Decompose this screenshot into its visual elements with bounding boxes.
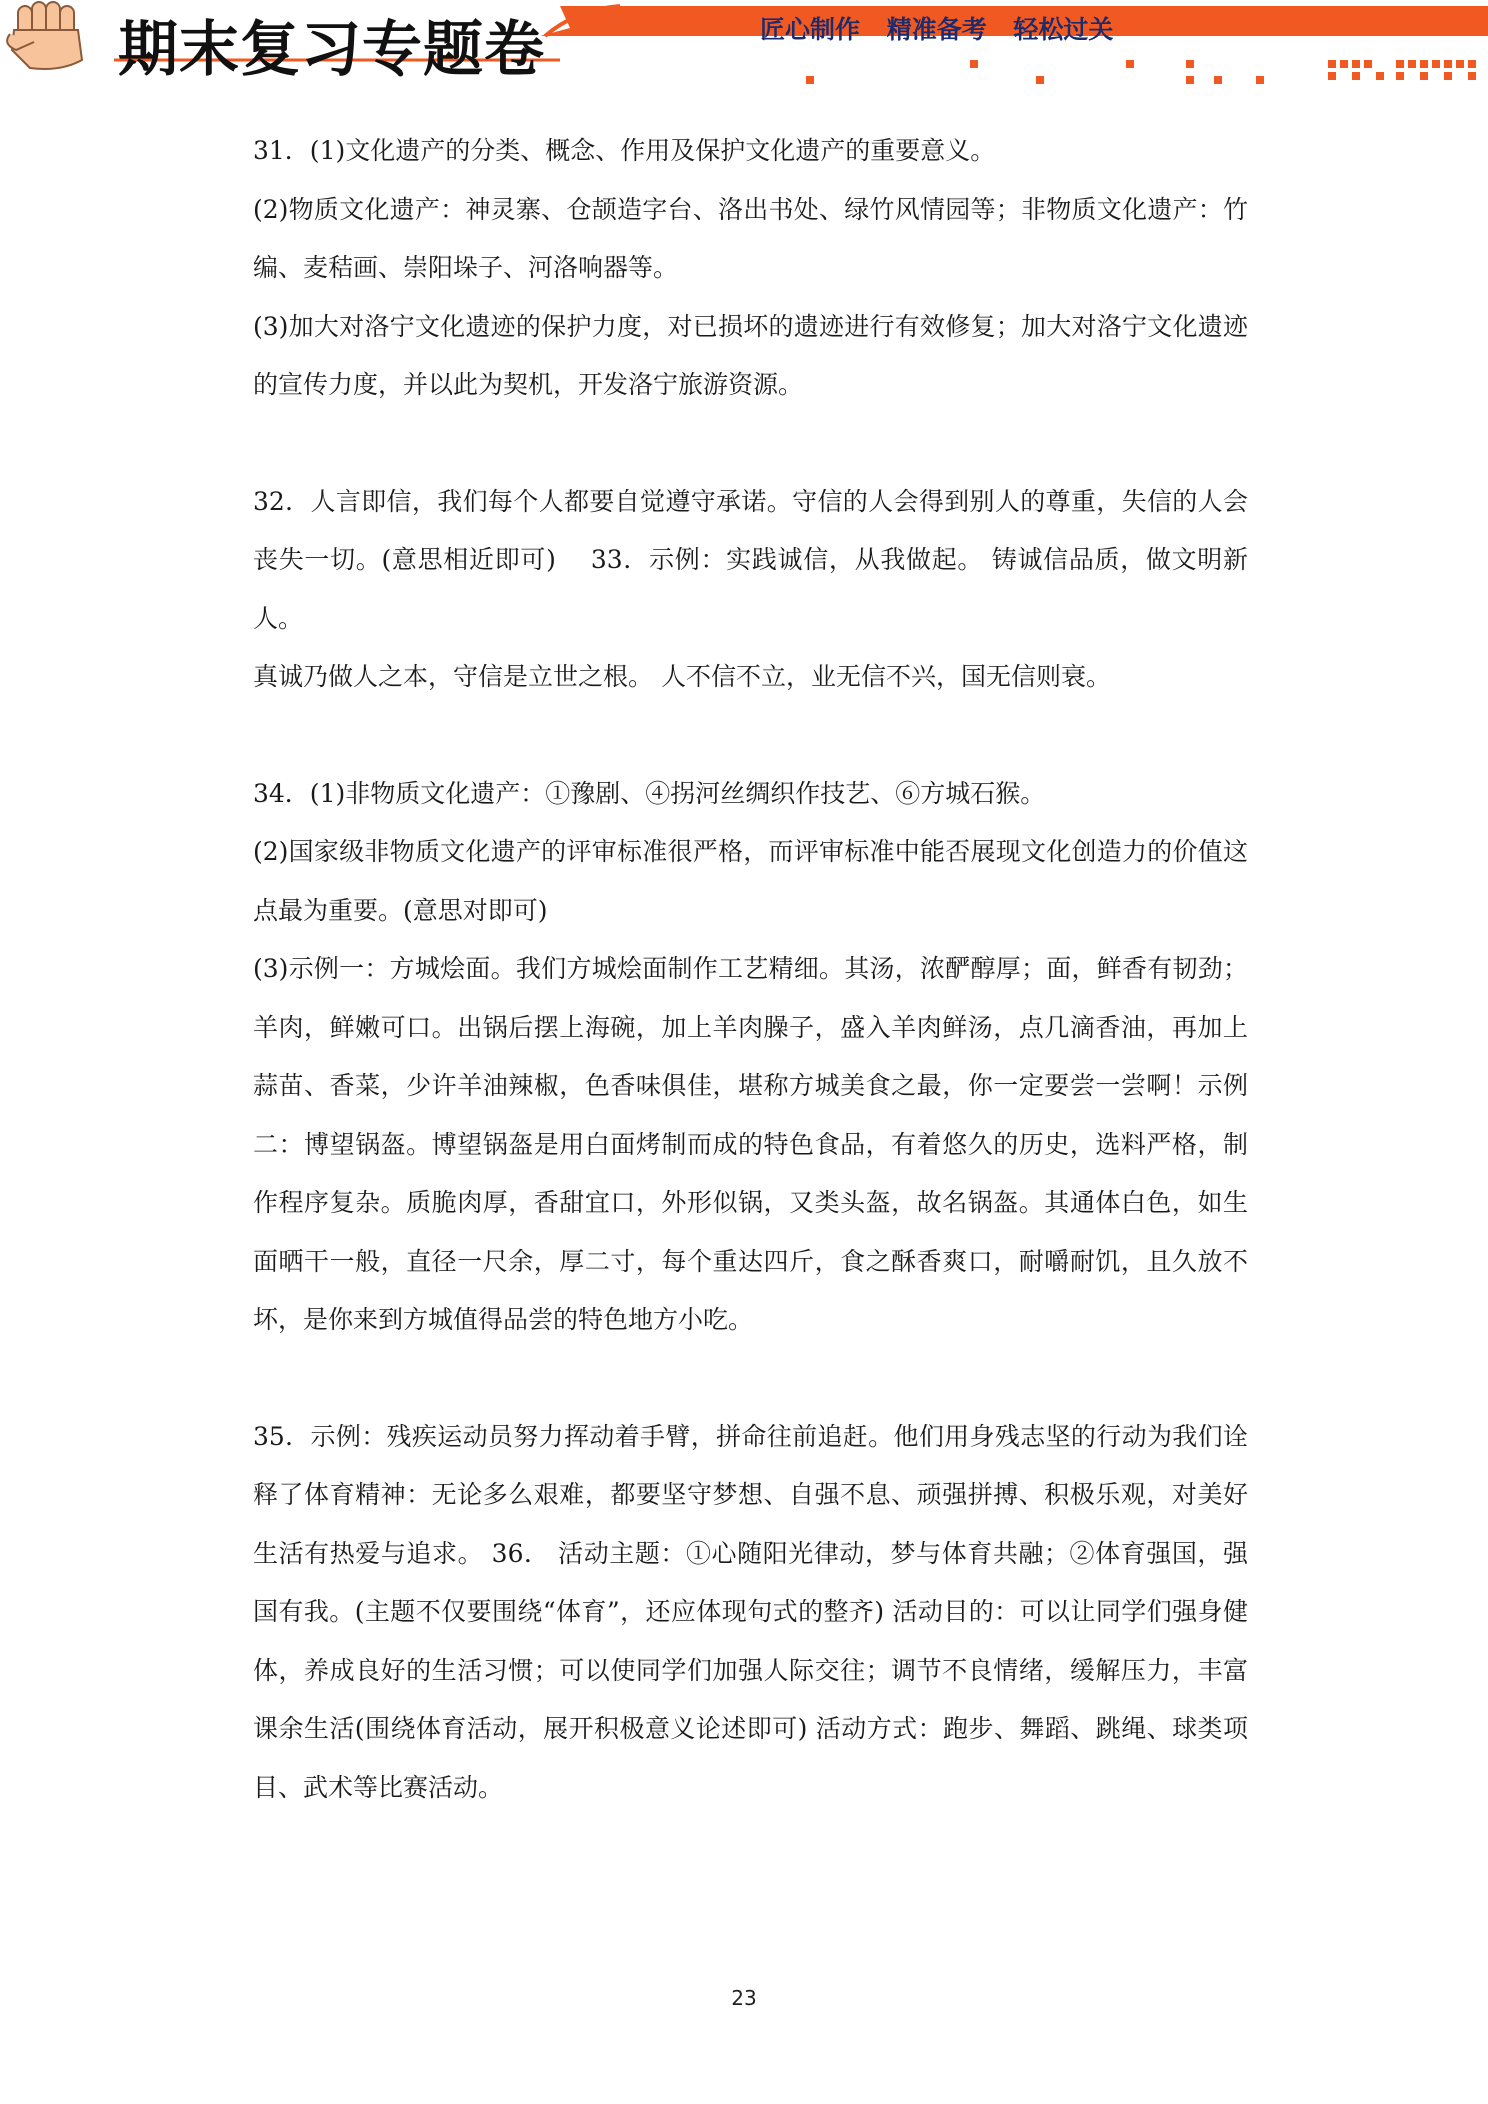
- page-header: [0, 0, 1488, 100]
- answer-31-part-1: 31．(1)文化遗产的分类、概念、作用及保护文化遗产的重要意义。: [253, 136, 996, 165]
- answer-31-part-2: (2)物质文化遗产：神灵寨、仓颉造字台、洛出书处、绿竹风情园等；非物质文化遗产：竹编、麦秸画、崇阳垛子、河洛响器等。: [253, 194, 1248, 282]
- answer-34-part-3: (3)示例一：方城烩面。我们方城烩面制作工艺精细。其汤，浓酽醇厚；面，鲜香有韧劲；羊肉，鲜嫩可口。出锅后摆上海碗，加上羊肉臊子，盛入羊肉鲜汤，点几滴香油，再加上蒜苗、香菜，少许羊油辣椒，色香味俱佳，堪称方城美食之最，你一定要尝一尝啊！示例二：博望锅盔。博望锅盔是用白面烤制而成的特色食品，有着悠久的历史，选料严格，制作程序复杂。质脆肉厚，香甜宜口，外形似锅，又类头盔，故名锅盔。其通体白色，如生面晒干一般，直径一尺余，厚二寸，每个重达四斤，食之酥香爽口，耐嚼耐饥，且久放不坏，是你来到方城值得品尝的特色地方小吃。: [253, 954, 1248, 1334]
- answer-content: [253, 122, 1248, 1817]
- spacer: [253, 707, 1248, 765]
- header-slogan: 匠心制作 精准备考 轻松过关: [760, 15, 1114, 44]
- answer-34-part-2: (2)国家级非物质文化遗产的评审标准很严格，而评审标准中能否展现文化创造力的价值这点最为重要。(意思对即可): [253, 837, 1248, 925]
- spacer: [253, 1350, 1248, 1408]
- spacer: [253, 415, 1248, 473]
- page-number: 23: [731, 1986, 757, 2010]
- answer-33-continued: 真诚乃做人之本，守信是立世之根。 人不信不立，业无信不兴，国无信则衰。: [253, 662, 1111, 691]
- header-title: 期末复习专题卷: [118, 15, 545, 85]
- answer-32-33: 32．人言即信，我们每个人都要自觉遵守承诺。守信的人会得到别人的尊重，失信的人会丧失一切。(意思相近即可) 33．示例：实践诚信，从我做起。 铸诚信品质，做文明新人。: [253, 486, 1248, 633]
- answer-31-part-3: (3)加大对洛宁文化遗迹的保护力度，对已损坏的遗迹进行有效修复；加大对洛宁文化遗迹的宣传力度，并以此为契机，开发洛宁旅游资源。: [253, 311, 1248, 399]
- answer-34-part-1: 34．(1)非物质文化遗产：①豫剧、④拐河丝绸织作技艺、⑥方城石猴。: [253, 778, 1046, 808]
- answer-35-36: 35．示例：残疾运动员努力挥动着手臂，拼命往前追赶。他们用身残志坚的行动为我们诠释了体育精神：无论多么艰难，都要坚守梦想、自强不息、顽强拼搏、积极乐观，对美好生活有热爱与追求。 36． 活动主题：①心随阳光律动，梦与体育共融；②体育强国，强国有我。(主题不仅要围绕“体育”，还应体现句式的整齐) 活动目的：可以让同学们强身健体，养成良好的生活习惯；可以使同学们加强人际交往；调节不良情绪，缓解压力，丰富课余生活(围绕体育活动，展开积极意义论述即可) 活动方式：跑步、舞蹈、跳绳、球类项目、武术等比赛活动。: [253, 1421, 1248, 1802]
- raised-fist-icon: [0, 0, 108, 72]
